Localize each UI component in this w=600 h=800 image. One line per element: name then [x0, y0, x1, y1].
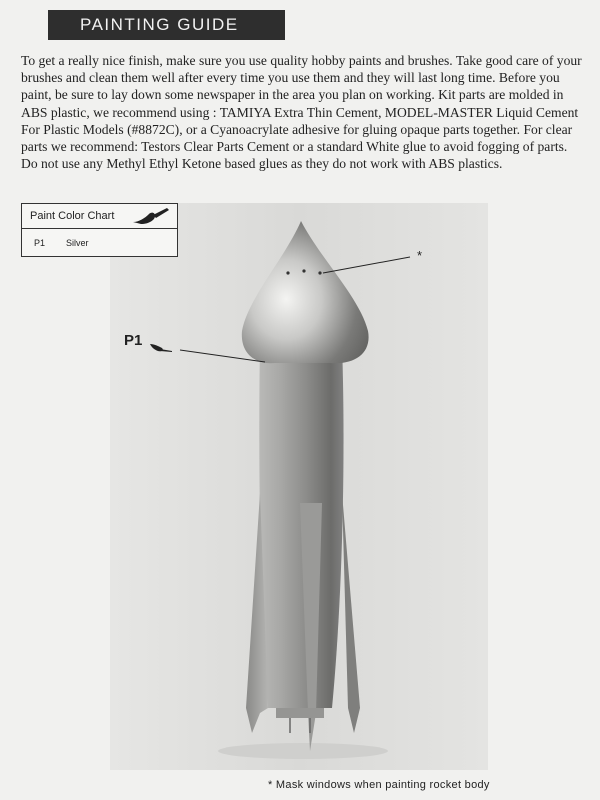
paint-color-name: Silver: [66, 237, 89, 248]
paint-code: P1: [34, 237, 46, 248]
paint-color-chart: [21, 203, 178, 257]
paint-chart-row: [22, 229, 177, 256]
rocket-photo: [110, 203, 488, 770]
paint-chart-title: Paint Color Chart: [30, 210, 115, 222]
page-title: PAINTING GUIDE: [80, 15, 239, 34]
callout-label-p1: P1: [124, 332, 143, 349]
paintbrush-icon: [131, 206, 171, 226]
callout-label-asterisk: *: [417, 248, 423, 263]
paint-chart-header: [22, 204, 177, 229]
instructions-paragraph: To get a really nice finish, make sure you use quality hobby paints and brushes. Take good care of your brushes and clean them well after every time you use them and they will last long time. Before you paint, be sure to lay down some newspaper in the area you plan on working. Kit parts are molded in ABS plastic, we recommend using : TAMIYA Extra Thin Cement, MODEL-MASTER Liquid Cement For Plastic Models (#8872C), or a Cyanoacrylate adhesive for gluing opaque parts together. For clear parts we recommend: Testors Clear Parts Cement or a standard White glue to avoid fogging of parts. Do not use any Methyl Ethyl Ketone based glues as they do not work with ABS plastics.: [21, 53, 582, 172]
footnote: * Mask windows when painting rocket body: [268, 779, 490, 791]
section-header: [48, 10, 285, 40]
